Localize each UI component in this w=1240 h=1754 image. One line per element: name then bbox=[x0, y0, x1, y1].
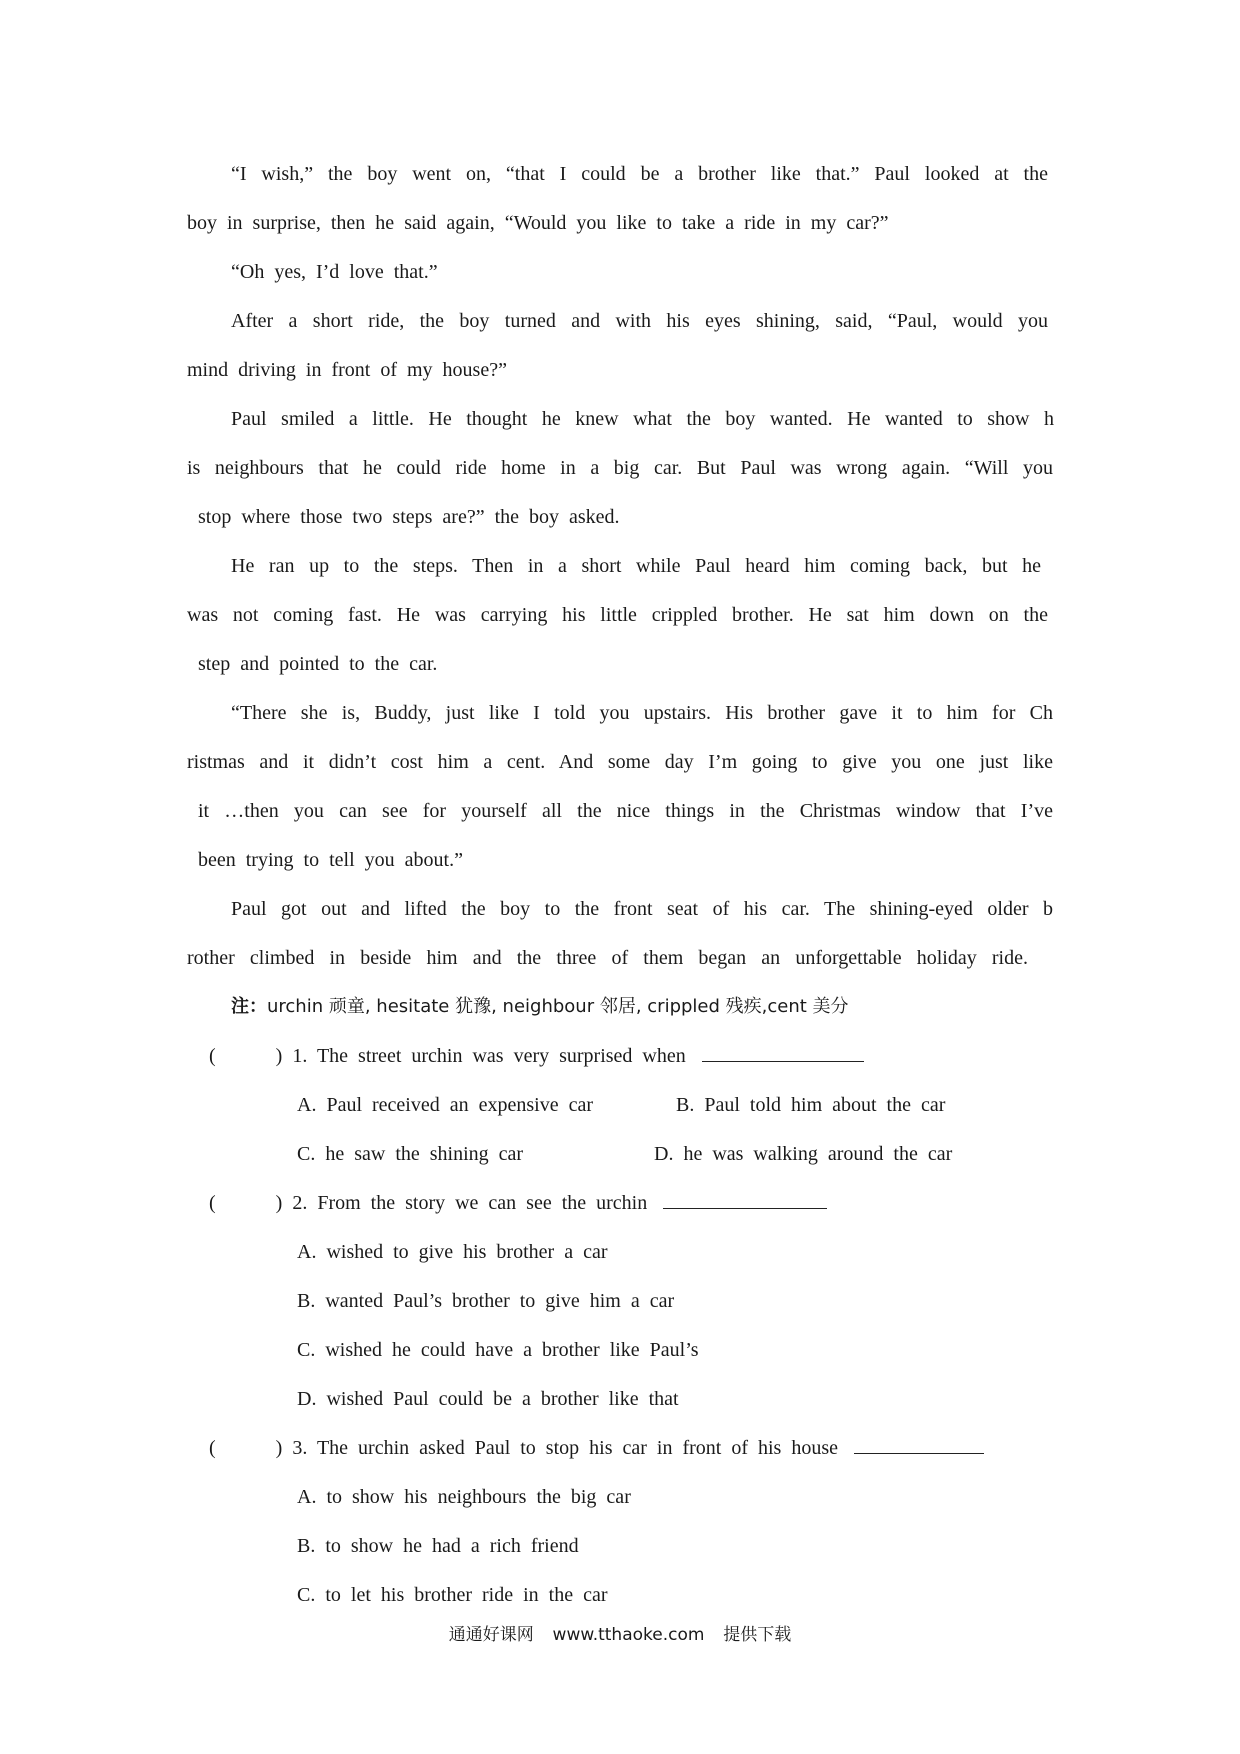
passage-line: He ran up to the steps. Then in a short while Paul heard him coming back, but he bbox=[231, 555, 1041, 577]
option-a[interactable]: A. Paul received an expensive car bbox=[297, 1094, 593, 1116]
passage-line: Paul smiled a little. He thought he knew what the boy wanted. He wanted to show h bbox=[231, 408, 1054, 430]
passage-line: is neighbours that he could ride home in a big car. But Paul was wrong again. “Will you bbox=[187, 457, 1053, 479]
question-stem: 2. From the story we can see the urchin bbox=[292, 1192, 648, 1214]
passage-line: boy in surprise, then he said again, “Would you like to take a ride in my car?” bbox=[187, 212, 889, 234]
passage-line: been trying to tell you about.” bbox=[198, 849, 463, 871]
passage-line: was not coming fast. He was carrying his little crippled brother. He sat him down on the bbox=[187, 604, 1048, 626]
answer-paren[interactable]: ( ) bbox=[209, 1192, 283, 1214]
passage-line: mind driving in front of my house?” bbox=[187, 359, 507, 381]
option-b[interactable]: B. Paul told him about the car bbox=[676, 1094, 946, 1116]
passage-line: Paul got out and lifted the boy to the front seat of his car. The shining-eyed older b bbox=[231, 898, 1053, 920]
option-a[interactable]: A. to show his neighbours the big car bbox=[297, 1486, 631, 1508]
answer-paren[interactable]: ( ) bbox=[209, 1045, 283, 1067]
passage-line: ristmas and it didn’t cost him a cent. And some day I’m going to give you one just like bbox=[187, 751, 1053, 773]
passage-line: step and pointed to the car. bbox=[198, 653, 438, 675]
option-c[interactable]: C. wished he could have a brother like Paul’s bbox=[297, 1339, 699, 1361]
passage-line: After a short ride, the boy turned and with his eyes shining, said, “Paul, would you bbox=[231, 310, 1048, 332]
option-b[interactable]: B. wanted Paul’s brother to give him a car bbox=[297, 1290, 675, 1312]
question-stem: 3. The urchin asked Paul to stop his car in front of his house bbox=[292, 1437, 838, 1459]
option-c[interactable]: C. he saw the shining car bbox=[297, 1143, 524, 1165]
question-stem: 1. The street urchin was very surprised when bbox=[292, 1045, 686, 1067]
question-2 bbox=[209, 1190, 827, 1216]
question-1 bbox=[209, 1043, 864, 1069]
option-c[interactable]: C. to let his brother ride in the car bbox=[297, 1584, 608, 1606]
passage-line: stop where those two steps are?” the boy asked. bbox=[198, 506, 620, 528]
answer-paren[interactable]: ( ) bbox=[209, 1437, 283, 1459]
passage-line: it …then you can see for yourself all the nice things in the Christmas window that I’ve bbox=[198, 800, 1053, 822]
answer-blank[interactable] bbox=[854, 1435, 984, 1454]
note-label: 注： bbox=[231, 996, 267, 1017]
passage-line: “I wish,” the boy went on, “that I could be a brother like that.” Paul looked at the bbox=[231, 163, 1048, 185]
note-text: urchin 顽童, hesitate 犹豫, neighbour 邻居, crippled 残疾,cent 美分 bbox=[267, 996, 849, 1017]
answer-blank[interactable] bbox=[702, 1043, 864, 1062]
vocab-note bbox=[231, 994, 849, 1020]
question-3 bbox=[209, 1435, 984, 1461]
passage-line: “Oh yes, I’d love that.” bbox=[231, 261, 438, 283]
option-d[interactable]: D. wished Paul could be a brother like that bbox=[297, 1388, 679, 1410]
answer-blank[interactable] bbox=[663, 1190, 827, 1209]
option-d[interactable]: D. he was walking around the car bbox=[654, 1143, 953, 1165]
page-footer: 通通好课网 www.tthaoke.com 提供下载 bbox=[448, 1625, 792, 1645]
passage-line: “There she is, Buddy, just like I told you upstairs. His brother gave it to him for Ch bbox=[231, 702, 1053, 724]
passage-line: rother climbed in beside him and the three of them began an unforgettable holiday ride. bbox=[187, 947, 1028, 969]
option-b[interactable]: B. to show he had a rich friend bbox=[297, 1535, 579, 1557]
option-a[interactable]: A. wished to give his brother a car bbox=[297, 1241, 608, 1263]
